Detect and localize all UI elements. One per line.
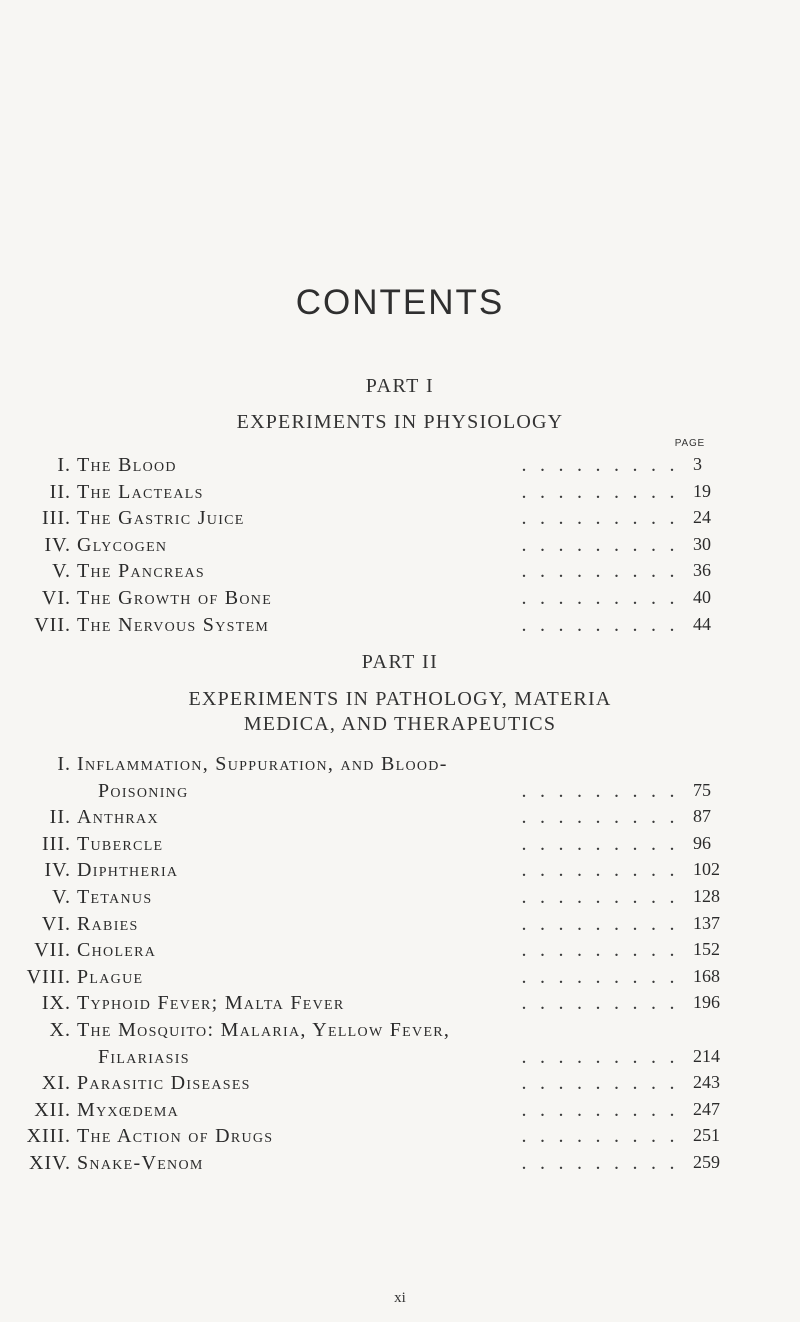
chapter-title: Anthrax <box>77 806 159 829</box>
page-number: 87 <box>693 806 711 827</box>
toc-entry <box>0 1019 800 1044</box>
chapter-title: The Pancreas <box>77 560 205 583</box>
chapter-number: XIV. <box>29 1152 71 1174</box>
chapter-number: II. <box>49 806 71 829</box>
chapter-number: XII. <box>34 1098 71 1121</box>
chapter-number: V. <box>52 886 71 908</box>
chapter-title: Diphtheria <box>77 859 179 882</box>
toc-entry <box>0 833 800 858</box>
chapter-title: Snake-Venom <box>77 1152 204 1174</box>
dot-leader: ......... <box>521 1098 688 1121</box>
page-number: 137 <box>693 912 720 933</box>
chapter-number: I. <box>57 753 71 775</box>
dot-leader: ......... <box>521 480 688 503</box>
toc-entry <box>0 1152 800 1177</box>
toc-entry-continuation <box>0 780 800 805</box>
dot-leader: ......... <box>521 1152 688 1174</box>
page-number: 30 <box>693 533 711 554</box>
page-number: 102 <box>693 859 720 880</box>
chapter-number: VII. <box>34 613 71 636</box>
page-number: 44 <box>693 613 711 634</box>
part-1-heading-line: EXPERIMENTS IN PHYSIOLOGY <box>236 411 564 433</box>
part-1-label: PART I <box>365 375 435 397</box>
chapter-title: The Gastric Juice <box>77 507 245 530</box>
toc-entry <box>0 939 800 964</box>
dot-leader: ......... <box>521 560 688 583</box>
page-number: 168 <box>693 965 720 986</box>
chapter-title: Glycogen <box>77 533 168 556</box>
chapter-title: Typhoid Fever; Malta Fever <box>77 992 345 1015</box>
dot-leader: ......... <box>521 587 688 609</box>
dot-leader: ......... <box>521 454 688 476</box>
dot-leader: ......... <box>521 832 688 855</box>
chapter-title: The Blood <box>77 454 177 476</box>
part-1-heading <box>0 410 800 435</box>
chapter-number: VII. <box>34 939 71 962</box>
chapter-number: IV. <box>44 859 71 882</box>
part-2-heading-line: MEDICA, AND THERAPEUTICS <box>243 713 557 735</box>
toc-entry <box>0 753 800 778</box>
page-number: 247 <box>693 1098 720 1119</box>
toc-entry <box>0 560 800 585</box>
toc-entry <box>0 859 800 884</box>
toc-entry <box>0 587 800 612</box>
dot-leader: ......... <box>521 806 688 829</box>
dot-leader: ......... <box>521 1045 688 1068</box>
chapter-title: Tubercle <box>77 832 164 855</box>
dot-leader: ......... <box>521 1072 688 1095</box>
dot-leader: ......... <box>521 859 688 882</box>
page-number: 19 <box>693 480 711 501</box>
chapter-number: IV. <box>44 533 71 556</box>
chapter-number: I. <box>57 454 71 476</box>
page-number: 128 <box>693 886 720 906</box>
page-number: 75 <box>693 779 711 800</box>
part-2-heading <box>0 687 800 737</box>
chapter-number: X. <box>49 1019 71 1041</box>
dot-leader: ......... <box>521 939 688 962</box>
page-number: 36 <box>693 560 711 581</box>
chapter-number: III. <box>42 832 71 855</box>
chapter-number: VI. <box>41 912 71 935</box>
page-number: 40 <box>693 587 711 607</box>
chapter-title-continuation: Filariasis <box>98 1045 190 1068</box>
dot-leader: ......... <box>521 886 688 908</box>
dot-leader: ......... <box>521 965 688 988</box>
toc-entry <box>0 1099 800 1124</box>
chapter-number: III. <box>42 507 71 530</box>
toc-entry <box>0 806 800 831</box>
chapter-title: Tetanus <box>77 886 153 908</box>
toc-entry <box>0 913 800 938</box>
chapter-number: XI. <box>41 1072 71 1095</box>
chapter-title: The Lacteals <box>77 480 204 503</box>
chapter-title: The Action of Drugs <box>77 1125 274 1148</box>
page-title: CONTENTS <box>295 283 505 322</box>
toc-entry <box>0 507 800 532</box>
page-number: 243 <box>693 1072 720 1093</box>
part-2-label: PART II <box>361 651 439 673</box>
page-number: 196 <box>693 992 720 1013</box>
page-number: 259 <box>693 1152 720 1172</box>
chapter-number: IX. <box>41 992 71 1015</box>
dot-leader: ......... <box>521 992 688 1015</box>
chapter-number: XIII. <box>26 1125 71 1148</box>
dot-leader: ......... <box>521 613 688 636</box>
chapter-number: V. <box>52 560 71 583</box>
page-number: 24 <box>693 507 711 528</box>
chapter-title: Parasitic Diseases <box>77 1072 251 1095</box>
chapter-title: The Growth of Bone <box>77 587 273 609</box>
page-number: 3 <box>693 454 702 474</box>
dot-leader: ......... <box>521 533 688 556</box>
page-number: 96 <box>693 832 711 853</box>
page-number: 152 <box>693 939 720 960</box>
chapter-title: Inflammation, Suppuration, and Blood- <box>77 753 448 775</box>
chapter-number: VI. <box>41 587 71 609</box>
dot-leader: ......... <box>521 779 688 802</box>
dot-leader: ......... <box>521 1125 688 1148</box>
toc-entry <box>0 534 800 559</box>
chapter-title: The Nervous System <box>77 613 270 636</box>
page-number: 214 <box>693 1045 720 1066</box>
page-folio: xi <box>394 1290 406 1306</box>
dot-leader: ......... <box>521 912 688 935</box>
chapter-title: Rabies <box>77 912 139 935</box>
chapter-title: Cholera <box>77 939 157 962</box>
toc-entry <box>0 1125 800 1150</box>
chapter-title: The Mosquito: Malaria, Yellow Fever, <box>77 1019 451 1041</box>
toc-entry <box>0 614 800 639</box>
dot-leader: ......... <box>521 507 688 530</box>
chapter-number: II. <box>49 480 71 503</box>
chapter-title: Myxœdema <box>77 1098 180 1121</box>
toc-entry-continuation <box>0 1046 800 1071</box>
chapter-number: VIII. <box>26 965 71 988</box>
toc-entry <box>0 481 800 506</box>
toc-entry <box>0 966 800 991</box>
toc-entry <box>0 992 800 1017</box>
chapter-title-continuation: Poisoning <box>98 779 189 802</box>
toc-entry <box>0 454 800 479</box>
page-column-label: PAGE <box>674 438 705 449</box>
page-number: 251 <box>693 1125 720 1146</box>
toc-entry <box>0 1072 800 1097</box>
toc-entry <box>0 886 800 911</box>
chapter-title: Plague <box>77 965 144 988</box>
part-2-heading-line: EXPERIMENTS IN PATHOLOGY, MATERIA <box>188 688 612 710</box>
